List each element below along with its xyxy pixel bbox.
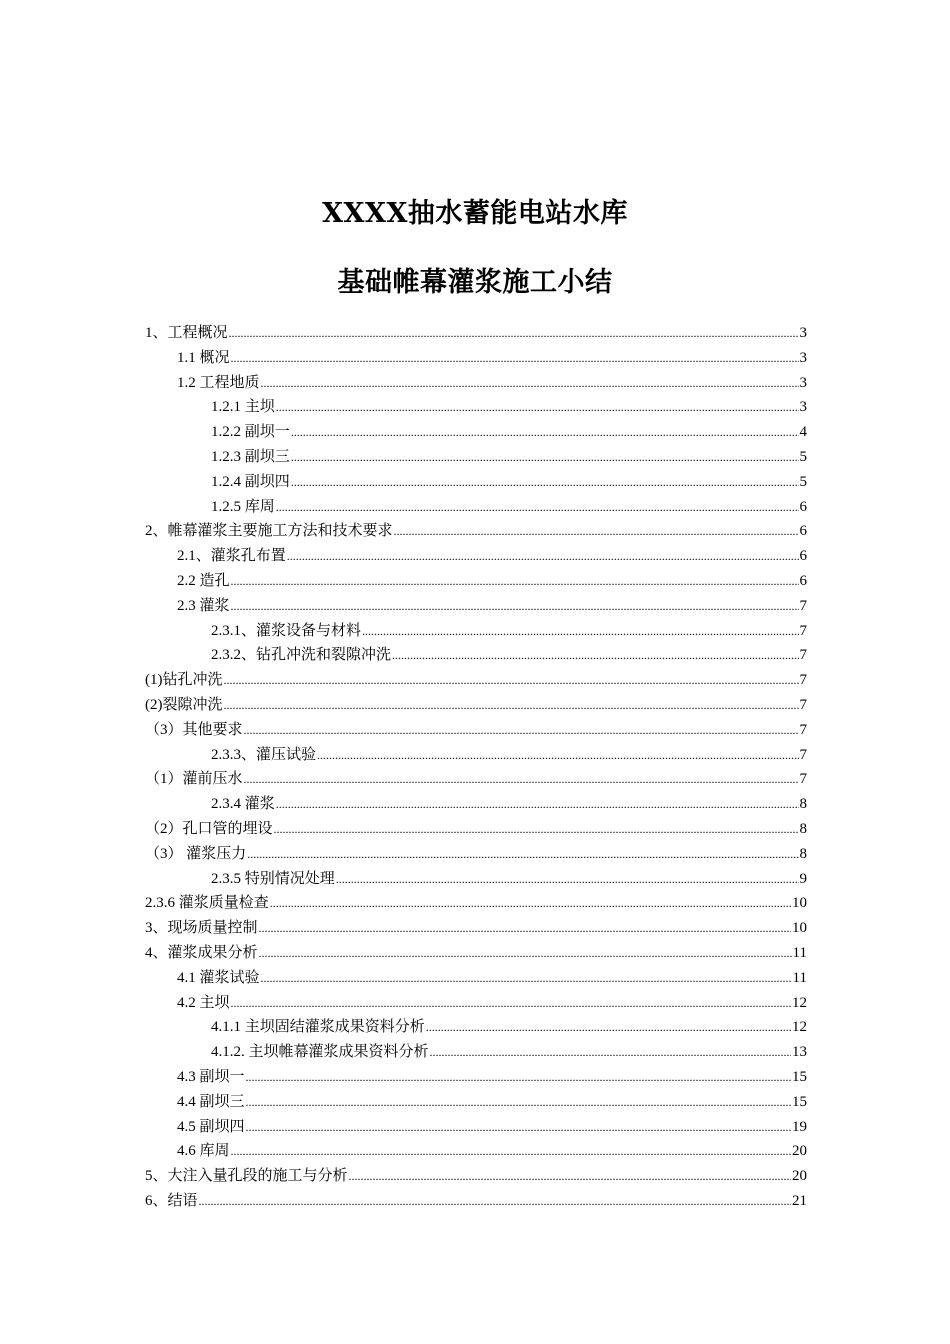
toc-dot-leader	[231, 346, 799, 371]
toc-dot-leader	[259, 916, 791, 941]
toc-entry[interactable]	[145, 991, 807, 1016]
toc-entry[interactable]	[145, 420, 807, 445]
toc-dot-leader	[276, 495, 799, 520]
toc-entry-title: 2.2 造孔	[177, 572, 230, 589]
toc-entry[interactable]	[145, 1189, 807, 1214]
toc-entry-title: 2、帷幕灌浆主要施工方法和技术要求	[145, 523, 393, 540]
toc-entry-page-number: 12	[792, 994, 807, 1011]
toc-entry[interactable]	[145, 321, 807, 346]
toc-entry-title: 1.2.2 副坝一	[211, 424, 290, 441]
toc-entry[interactable]	[145, 792, 807, 817]
toc-entry-page-number: 11	[792, 969, 807, 986]
toc-entry[interactable]	[145, 445, 807, 470]
toc-entry[interactable]	[145, 916, 807, 941]
toc-entry-page-number: 9	[799, 870, 807, 887]
document-title-line-2: 基础帷幕灌浆施工小结	[337, 267, 613, 298]
toc-entry[interactable]	[145, 395, 807, 420]
toc-entry[interactable]	[145, 470, 807, 495]
toc-entry-page-number: 8	[799, 796, 807, 813]
toc-entry-title: 4、灌浆成果分析	[145, 944, 258, 961]
toc-dot-leader	[270, 891, 791, 916]
toc-dot-leader	[199, 1189, 791, 1214]
toc-dot-leader	[246, 1065, 791, 1090]
toc-entry-title: 1、工程概况	[145, 325, 228, 341]
toc-entry-page-number: 6	[799, 548, 807, 565]
toc-entry-title: （3） 灌浆压力	[145, 845, 247, 862]
toc-entry[interactable]	[145, 842, 807, 867]
toc-entry-page-number: 20	[792, 1143, 807, 1160]
toc-entry-title: 4.4 副坝三	[177, 1093, 245, 1110]
toc-entry[interactable]	[145, 767, 807, 792]
toc-entry-title: 4.2 主坝	[177, 994, 230, 1011]
toc-entry-page-number: 8	[799, 845, 807, 862]
toc-entry[interactable]	[145, 519, 807, 544]
toc-entry[interactable]	[145, 867, 807, 892]
toc-entry-title: （3）其他要求	[145, 721, 243, 738]
toc-entry[interactable]	[145, 668, 807, 693]
toc-entry-page-number: 12	[792, 1019, 807, 1036]
toc-entry-title: 6、结语	[145, 1192, 198, 1209]
toc-entry[interactable]	[145, 941, 807, 966]
toc-entry-title: (1)钻孔冲洗	[145, 672, 223, 689]
toc-entry-page-number: 10	[792, 920, 807, 937]
toc-dot-leader	[231, 991, 791, 1016]
toc-entry[interactable]	[145, 718, 807, 743]
toc-dot-leader	[362, 619, 798, 644]
toc-entry-title: 2.3.6 灌浆质量检查	[145, 895, 269, 912]
toc-entry[interactable]	[145, 619, 807, 644]
toc-entry-page-number: 7	[799, 597, 807, 614]
toc-dot-leader	[392, 643, 798, 668]
toc-entry-title: 1.1 概况	[177, 349, 230, 366]
toc-entry[interactable]	[145, 1090, 807, 1115]
toc-dot-leader	[291, 445, 799, 470]
toc-entry-page-number: 7	[799, 746, 807, 763]
toc-entry-title: 4.1 灌浆试验	[177, 969, 260, 986]
toc-entry[interactable]	[145, 1065, 807, 1090]
toc-entry-title: 2.3 灌浆	[177, 597, 230, 614]
toc-entry-page-number: 7	[799, 622, 807, 639]
toc-entry[interactable]	[145, 1164, 807, 1189]
toc-entry-page-number: 11	[792, 944, 807, 961]
toc-entry-title: 1.2 工程地质	[177, 374, 260, 391]
toc-entry-page-number: 19	[792, 1118, 807, 1135]
toc-entry-page-number: 3	[799, 325, 807, 341]
toc-entry-page-number: 5	[799, 473, 807, 490]
toc-dot-leader	[426, 1015, 791, 1040]
toc-dot-leader	[231, 569, 799, 594]
toc-dot-leader	[430, 1040, 791, 1065]
toc-dot-leader	[231, 594, 799, 619]
toc-dot-leader	[224, 668, 799, 693]
toc-entry-page-number: 3	[799, 349, 807, 366]
toc-entry-title: 4.1.1 主坝固结灌浆成果资料分析	[211, 1019, 425, 1036]
toc-entry[interactable]	[145, 693, 807, 718]
toc-entry-page-number: 3	[799, 374, 807, 391]
toc-entry-page-number: 7	[799, 771, 807, 788]
toc-dot-leader	[291, 470, 799, 495]
toc-entry-page-number: 5	[799, 448, 807, 465]
toc-entry-page-number: 20	[792, 1168, 807, 1185]
toc-entry-page-number: 6	[799, 572, 807, 589]
toc-entry-page-number: 15	[792, 1093, 807, 1110]
toc-dot-leader	[336, 867, 799, 892]
toc-dot-leader	[246, 1090, 791, 1115]
toc-dot-leader	[287, 544, 799, 569]
toc-entry-title: 2.3.5 特别情况处理	[211, 870, 335, 887]
toc-dot-leader	[317, 743, 798, 768]
toc-dot-leader	[259, 941, 792, 966]
toc-entry-title: （2）孔口管的埋设	[145, 820, 273, 837]
toc-entry-title: (2)裂隙冲洗	[145, 696, 223, 713]
toc-entry[interactable]	[145, 966, 807, 991]
toc-entry[interactable]	[145, 495, 807, 520]
toc-entry-title: 2.3.3、灌压试验	[211, 746, 317, 763]
table-of-contents	[145, 321, 807, 1214]
toc-entry-page-number: 21	[792, 1192, 807, 1209]
toc-entry-page-number: 7	[799, 647, 807, 664]
toc-entry-title: 1.2.5 库周	[211, 498, 275, 515]
toc-dot-leader	[261, 371, 799, 396]
toc-entry[interactable]	[145, 371, 807, 396]
toc-dot-leader	[244, 718, 799, 743]
toc-entry-title: 4.1.2. 主坝帷幕灌浆成果资料分析	[211, 1044, 429, 1061]
toc-dot-leader	[276, 395, 799, 420]
toc-dot-leader	[291, 420, 799, 445]
toc-entry-title: 2.3.1、灌浆设备与材料	[211, 622, 362, 639]
toc-entry[interactable]	[145, 817, 807, 842]
toc-entry-title: 4.3 副坝一	[177, 1068, 245, 1085]
toc-entry-title: 4.5 副坝四	[177, 1118, 245, 1135]
toc-entry-page-number: 7	[799, 696, 807, 713]
toc-dot-leader	[224, 693, 799, 718]
toc-entry[interactable]	[145, 1115, 807, 1140]
toc-entry[interactable]	[145, 1040, 807, 1065]
toc-entry-title: 3、现场质量控制	[145, 920, 258, 937]
toc-entry[interactable]	[145, 544, 807, 569]
toc-entry-title: 2.1、灌浆孔布置	[177, 548, 286, 565]
toc-entry-title: 1.2.4 副坝四	[211, 473, 290, 490]
toc-entry[interactable]	[145, 1139, 807, 1164]
document-title-line-1: XXXX抽水蓄能电站水库	[322, 198, 628, 229]
toc-entry-title: 2.3.4 灌浆	[211, 796, 275, 813]
toc-entry[interactable]	[145, 594, 807, 619]
toc-entry-page-number: 10	[792, 895, 807, 912]
toc-entry-page-number: 8	[799, 820, 807, 837]
toc-dot-leader	[229, 321, 799, 346]
toc-entry-title: 2.3.2、钻孔冲洗和裂隙冲洗	[211, 647, 392, 664]
toc-entry-title: （1）灌前压水	[145, 771, 243, 788]
toc-entry-title: 1.2.3 副坝三	[211, 448, 290, 465]
toc-entry-page-number: 6	[799, 523, 807, 540]
toc-entry-title: 4.6 库周	[177, 1143, 230, 1160]
toc-dot-leader	[246, 1115, 791, 1140]
toc-entry-page-number: 7	[799, 721, 807, 738]
toc-dot-leader	[244, 767, 799, 792]
toc-entry-page-number: 3	[799, 399, 807, 416]
toc-dot-leader	[274, 817, 799, 842]
toc-entry[interactable]	[145, 1015, 807, 1040]
toc-entry-page-number: 7	[799, 672, 807, 689]
toc-dot-leader	[276, 792, 799, 817]
toc-entry[interactable]	[145, 643, 807, 668]
toc-entry[interactable]	[145, 891, 807, 916]
toc-entry[interactable]	[145, 569, 807, 594]
toc-entry[interactable]	[145, 346, 807, 371]
toc-entry-page-number: 4	[799, 424, 807, 441]
toc-dot-leader	[231, 1139, 791, 1164]
toc-entry-title: 1.2.1 主坝	[211, 399, 275, 416]
toc-dot-leader	[394, 519, 799, 544]
toc-entry-title: 5、大注入量孔段的施工与分析	[145, 1168, 348, 1185]
toc-entry-page-number: 15	[792, 1068, 807, 1085]
toc-entry-page-number: 6	[799, 498, 807, 515]
toc-dot-leader	[349, 1164, 791, 1189]
toc-dot-leader	[261, 966, 792, 991]
toc-entry[interactable]	[145, 743, 807, 768]
toc-entry-page-number: 13	[792, 1044, 807, 1061]
toc-dot-leader	[247, 842, 798, 867]
